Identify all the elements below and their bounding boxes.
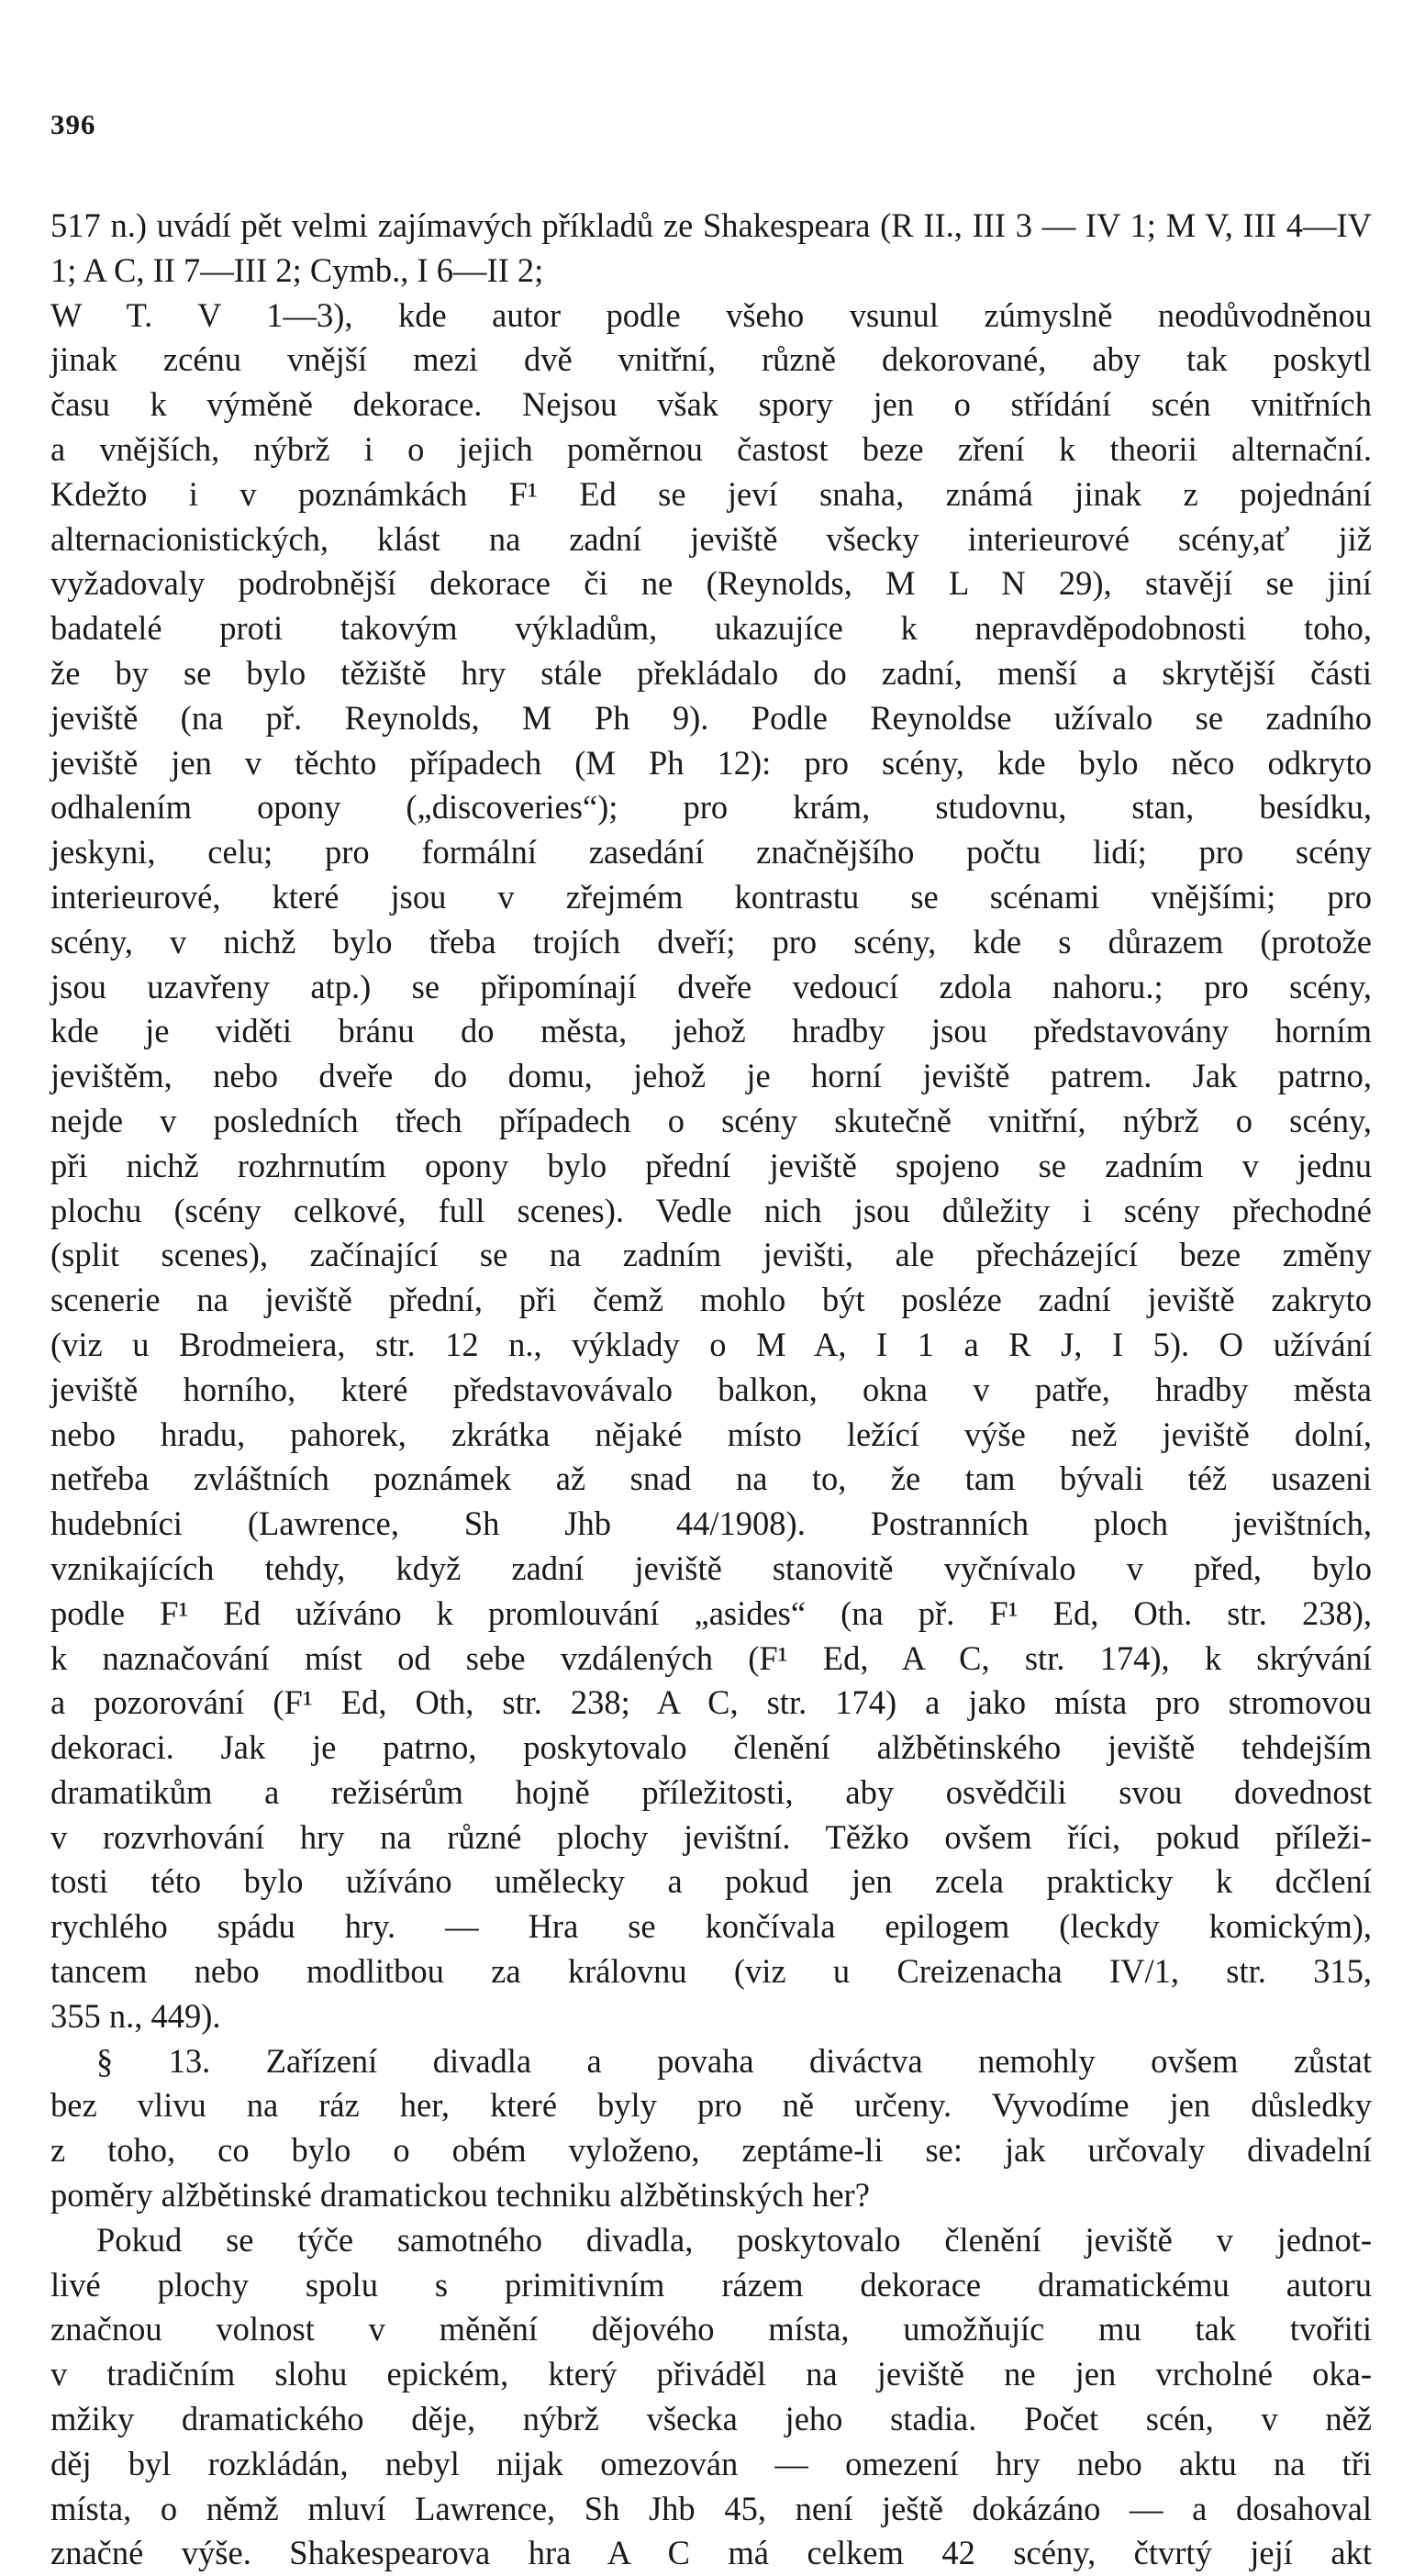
text-line: času k výměně dekorace. Nejsou však spory jen o střídání scén vnitřních xyxy=(50,385,1372,424)
text-line: alternacionistických, klást na zadní jeviště všecky interieurové scény,ať již xyxy=(50,519,1372,558)
text-line: scény, v nichž bylo třeba trojích dveří; pro scény, kde s důrazem (protože xyxy=(50,922,1372,960)
text-line: (split scenes), začínající se na zadním jevišti, ale přecházející beze změny xyxy=(50,1236,1372,1274)
text-line: děj byl rozkládán, nebyl nijak omezován — omezení hry nebo aktu na tři xyxy=(50,2444,1372,2482)
text-line: vyžadovaly podrobnější dekorace či ne (Reynolds, M L N 29), stavějí se jiní xyxy=(50,564,1372,603)
text-line: dramatikům a režisérům hojně příležitosti, aby osvědčili svou dovednost xyxy=(50,1772,1372,1811)
text-line: a pozorování (F¹ Ed, Oth, str. 238; A C, str. 174) a jako místa pro stromovou xyxy=(50,1683,1372,1722)
text-line: tancem nebo modlitbou za královnu (viz u Creizenacha IV/1, str. 315, xyxy=(50,1952,1372,1991)
text-line: rychlého spádu hry. — Hra se končívala epilogem (leckdy komickým), xyxy=(50,1907,1372,1946)
text-line: 355 n., 449). xyxy=(50,1996,221,2035)
text-line: scenerie na jeviště přední, při čemž mohlo být posléze zadní jeviště zakryto xyxy=(50,1281,1372,1319)
text-line: tosti této bylo užíváno umělecky a pokud jen zcela prakticky k dcčlení xyxy=(50,1862,1372,1901)
text-line: Kdežto i v poznámkách F¹ Ed se jeví snaha, známá jinak z pojednání xyxy=(50,474,1372,513)
text-line: Pokud se týče samotného divadla, poskytovalo členění jeviště v jednot- xyxy=(96,2220,1372,2259)
text-line: netřeba zvláštních poznámek až snad na to, že tam bývali též usazeni xyxy=(50,1460,1372,1498)
text-line: jsou uzavřeny atp.) se připomínají dveře vedoucí zdola nahoru.; pro scény, xyxy=(50,967,1372,1005)
text-line: poměry alžbětinské dramatickou techniku alžbětinských her? xyxy=(50,2176,870,2215)
text-line: jeviště horního, které představovávalo balkon, okna v patře, hradby města xyxy=(50,1370,1372,1408)
page-number: 396 xyxy=(50,108,96,140)
text-line: (viz u Brodmeiera, str. 12 n., výklady o M A, I 1 a R J, I 5). O užívání xyxy=(50,1325,1372,1363)
text-line: jeviště jen v těchto případech (M Ph 12): pro scény, kde bylo něco odkryto xyxy=(50,743,1372,782)
text-line: značnou volnost v měnění dějového místa, umožňujíc mu tak tvořiti xyxy=(50,2310,1372,2348)
text-line: jevištěm, nebo dveře do domu, jehož je horní jeviště patrem. Jak patrno, xyxy=(50,1057,1372,1095)
text-line: značné výše. Shakespearova hra A C má celkem 42 scény, čtvrtý její akt xyxy=(50,2534,1372,2572)
text-line: a vnějších, nýbrž i o jejich poměrnou častost beze zření k theorii alternační. xyxy=(50,429,1372,468)
text-line: hudebníci (Lawrence, Sh Jhb 44/1908). Postranních ploch jevištních, xyxy=(50,1505,1372,1543)
text-line: nebo hradu, pahorek, zkrátka nějaké místo ležící výše než jeviště dolní, xyxy=(50,1415,1372,1453)
text-line: vznikajících tehdy, když zadní jeviště stanovitě vyčnívalo v před, bylo xyxy=(50,1549,1372,1587)
text-line: bez vlivu na ráz her, které byly pro ně určeny. Vyvodíme jen důsledky xyxy=(50,2086,1372,2125)
text-line: W T. V 1—3), kde autor podle všeho vsunul zúmyslně neodůvodněnou xyxy=(50,295,1372,334)
text-line: interieurové, které jsou v zřejmém kontrastu se scénami vnějšími; pro xyxy=(50,877,1372,916)
text-line: že by se bylo těžiště hry stále překládalo do zadní, menší a skrytější části xyxy=(50,653,1372,692)
text-line: plochu (scény celkové, full scenes). Vedle nich jsou důležity i scény přechodné xyxy=(50,1191,1372,1229)
text-line: nejde v posledních třech případech o scény skutečně vnitřní, nýbrž o scény, xyxy=(50,1101,1372,1139)
text-line: odhalením opony („discoveries“); pro krám, studovnu, stan, besídku, xyxy=(50,788,1372,827)
text-line: z toho, co bylo o obém vyloženo, zeptáme-li se: jak určovaly divadelní xyxy=(50,2131,1372,2170)
text-line: badatelé proti takovým výkladům, ukazujíce k nepravděpodobnosti toho, xyxy=(50,609,1372,648)
text-line: jinak zcénu vnější mezi dvě vnitřní, různě dekorované, aby tak poskytl xyxy=(50,340,1372,379)
text-line: mžiky dramatického děje, nýbrž všecka jeho stadia. Počet scén, v něž xyxy=(50,2400,1372,2438)
text-line: k naznačování míst od sebe vzdálených (F¹ Ed, A C, str. 174), k skrývání xyxy=(50,1638,1372,1677)
text-line: kde je viděti bránu do města, jehož hradby jsou představovány horním xyxy=(50,1012,1372,1050)
text-line: podle F¹ Ed užíváno k promlouvání „asides“ (na př. F¹ Ed, Oth. str. 238), xyxy=(50,1593,1372,1632)
text-line: dekoraci. Jak je patrno, poskytovalo členění alžbětinského jeviště tehdejším xyxy=(50,1728,1372,1767)
text-line: livé plochy spolu s primitivním rázem dekorace dramatickému autoru xyxy=(50,2265,1372,2304)
body-text xyxy=(50,204,1372,2576)
text-line: při nichž rozhrnutím opony bylo přední jeviště spojeno se zadním v jednu xyxy=(50,1146,1372,1184)
text-line: místa, o němž mluví Lawrence, Sh Jhb 45, není ještě dokázáno — a dosahoval xyxy=(50,2489,1372,2527)
text-line: § 13. Zařízení divadla a povaha diváctva nemohly ovšem zůstat xyxy=(96,2041,1372,2080)
text-line: v rozvrhování hry na různé plochy jevištní. Těžko ovšem říci, pokud příleži- xyxy=(50,1817,1372,1856)
text-line: v tradičním slohu epickém, který přiváděl na jeviště ne jen vrcholné oka- xyxy=(50,2355,1372,2393)
text-line: jeskyni, celu; pro formální zasedání značnějšího počtu lidí; pro scény xyxy=(50,833,1372,872)
text-line: jeviště (na př. Reynolds, M Ph 9). Podle Reynoldse užívalo se zadního xyxy=(50,698,1372,737)
text-line: 517 n.) uvádí pět velmi zajímavých příkladů ze Shakespeara (R II., III 3 — IV 1; M V, III 4—IV 1; A C, II 7—III 2; Cymb., I 6—II 2; xyxy=(50,206,1372,289)
